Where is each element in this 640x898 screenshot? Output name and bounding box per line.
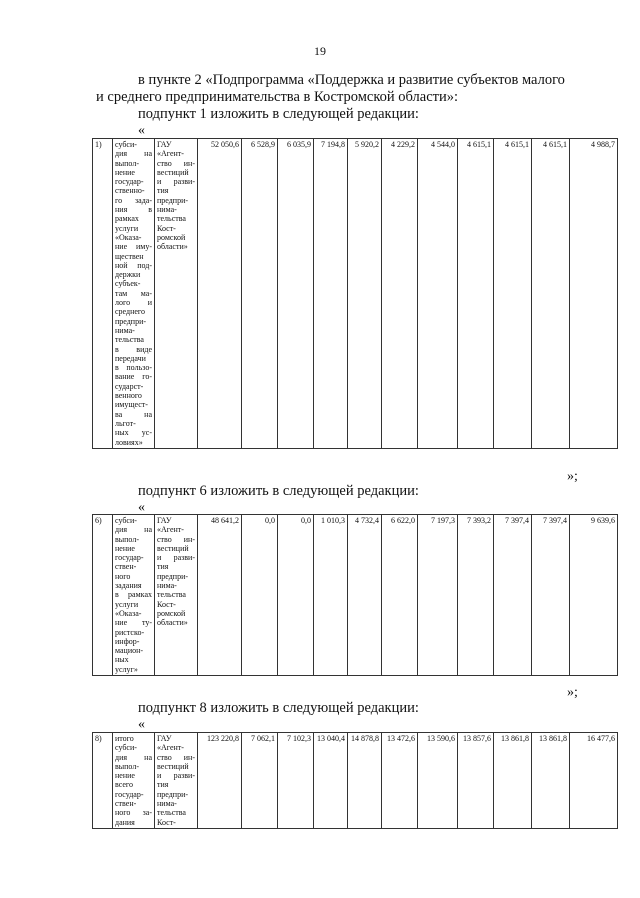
executor-name-line: тия	[157, 186, 169, 196]
funding-value: 0,0	[278, 515, 314, 676]
expense-name-line: нение	[115, 771, 135, 781]
executor-name-line: предпри-	[157, 789, 189, 799]
funding-value: 13 590,6	[418, 733, 458, 829]
expense-name-line: задания	[115, 581, 142, 591]
expense-name-line: там ма-	[115, 288, 152, 298]
expense-name-line: ние ту-	[115, 618, 152, 628]
executor-name-line: тельства	[157, 214, 186, 224]
expense-name-line: субси-	[115, 516, 137, 525]
expense-name-line: ного за-	[115, 808, 152, 818]
executor-name-line: и разви-	[157, 771, 195, 781]
expense-name-line: инфор-	[115, 636, 140, 646]
funding-value: 7 197,3	[418, 515, 458, 676]
funding-value: 123 220,8	[198, 733, 242, 829]
funding-value: 7 397,4	[494, 515, 532, 676]
funding-value: 0,0	[242, 515, 278, 676]
expense-name-line: держки	[115, 270, 141, 280]
executor-name-line: тия	[157, 780, 169, 790]
executor-name-line: нима-	[157, 205, 177, 215]
expense-name-line: ществен	[115, 251, 144, 261]
expense-name-line: ловиях»	[115, 437, 143, 447]
expense-name-line: ствен-	[115, 562, 137, 572]
expense-name-line: всего	[115, 780, 134, 790]
executor-name	[155, 733, 198, 829]
executor-name-line: предпри-	[157, 571, 189, 581]
executor-name-line: «Агент-	[157, 149, 184, 159]
expense-name-line: дания	[115, 817, 135, 827]
funding-value: 6 528,9	[242, 139, 278, 449]
funding-value: 6 035,9	[278, 139, 314, 449]
expense-name-line: среднего	[115, 307, 145, 317]
expense-name-line: субси-	[115, 140, 137, 149]
funding-value: 4 615,1	[458, 139, 494, 449]
funding-value: 4 615,1	[532, 139, 570, 449]
expense-name-line: итого	[115, 734, 134, 743]
executor-name-line: ство ин-	[157, 752, 195, 762]
funding-value: 48 641,2	[198, 515, 242, 676]
expense-name-line: ва на	[115, 409, 152, 419]
section-heading-2: подпункт 6 изложить в следующей редакции:	[138, 483, 419, 499]
intro-line-2: и среднего предпринимательства в Костромской области»:	[96, 89, 459, 105]
expense-name-line: сударст-	[115, 381, 144, 391]
budget-table-2	[92, 514, 618, 676]
executor-name-line: вестиций	[157, 761, 189, 771]
executor-name-line: ромской	[157, 608, 186, 618]
expense-name-line: ственно-	[115, 186, 145, 196]
expense-name-line: го зада-	[115, 195, 152, 205]
expense-name-line: ного	[115, 571, 131, 581]
executor-name	[155, 139, 198, 449]
funding-value: 6 622,0	[382, 515, 418, 676]
executor-name	[155, 515, 198, 676]
table-row	[93, 733, 618, 829]
funding-value: 4 615,1	[494, 139, 532, 449]
funding-value: 7 393,2	[458, 515, 494, 676]
open-quote-1: «	[138, 123, 145, 138]
expense-name-line: тельства	[115, 335, 144, 345]
expense-name-line: услуги	[115, 599, 139, 609]
expense-name-line: государ-	[115, 553, 144, 563]
expense-name-line: выпол-	[115, 761, 139, 771]
executor-name-line: нима-	[157, 799, 177, 809]
executor-name-line: ромской	[157, 232, 186, 242]
expense-name	[113, 139, 155, 449]
expense-name-line: нима-	[115, 325, 135, 335]
expense-name-line: дия на	[115, 752, 152, 762]
executor-name-line: тельства	[157, 808, 186, 818]
expense-name-line: ние иму-	[115, 242, 152, 252]
funding-value: 16 477,6	[570, 733, 618, 829]
expense-name-line: мацион-	[115, 646, 144, 656]
executor-name-line: ГАУ	[157, 516, 172, 525]
expense-name-line: ния в	[115, 205, 152, 215]
funding-value: 4 544,0	[418, 139, 458, 449]
funding-value: 13 472,6	[382, 733, 418, 829]
executor-name-line: вестиций	[157, 543, 189, 553]
budget-table-1	[92, 138, 618, 449]
expense-name-line: субси-	[115, 743, 137, 753]
funding-value: 7 194,8	[314, 139, 348, 449]
row-number: 8)	[93, 733, 113, 829]
expense-name-line: дия на	[115, 525, 152, 535]
expense-name-line: дия на	[115, 149, 152, 159]
funding-value: 7 102,3	[278, 733, 314, 829]
expense-name-line: государ-	[115, 177, 144, 187]
executor-name-line: области»	[157, 242, 188, 252]
executor-name-line: ство ин-	[157, 158, 195, 168]
expense-name-line: нение	[115, 543, 135, 553]
executor-name-line: вестиций	[157, 167, 189, 177]
table-row	[93, 139, 618, 449]
expense-name-line: субъек-	[115, 279, 141, 289]
executor-name-line: «Агент-	[157, 743, 184, 753]
executor-name-line: Кост-	[157, 817, 176, 827]
executor-name-line: области»	[157, 618, 188, 628]
executor-name-line: ГАУ	[157, 140, 172, 149]
funding-value: 52 050,6	[198, 139, 242, 449]
expense-name-line: выпол-	[115, 534, 139, 544]
expense-name-line: льгот-	[115, 418, 136, 428]
expense-name-line: ствен-	[115, 799, 137, 809]
executor-name-line: и разви-	[157, 553, 195, 563]
executor-name-line: предпри-	[157, 195, 189, 205]
expense-name-line: в виде	[115, 344, 152, 354]
expense-name-line: венного	[115, 391, 142, 401]
open-quote-3: «	[138, 717, 145, 732]
funding-value: 13 861,8	[494, 733, 532, 829]
executor-name-line: Кост-	[157, 223, 176, 233]
funding-value: 4 229,2	[382, 139, 418, 449]
expense-name-line: лого и	[115, 298, 152, 308]
expense-name-line: государ-	[115, 789, 144, 799]
executor-name-line: ГАУ	[157, 734, 172, 743]
executor-name-line: Кост-	[157, 599, 176, 609]
funding-value: 7 397,4	[532, 515, 570, 676]
expense-name-line: «Оказа-	[115, 608, 142, 618]
funding-value: 1 010,3	[314, 515, 348, 676]
expense-name-line: имущест-	[115, 400, 148, 410]
executor-name-line: «Агент-	[157, 525, 184, 535]
table-row	[93, 515, 618, 676]
funding-value: 4 732,4	[348, 515, 382, 676]
expense-name-line: ных ус-	[115, 428, 152, 438]
funding-value: 14 878,8	[348, 733, 382, 829]
expense-name-line: передачи	[115, 353, 146, 363]
expense-name-line: ной под-	[115, 260, 152, 270]
intro-line-1: в пункте 2 «Подпрограмма «Поддержка и развитие субъектов малого	[138, 72, 565, 88]
expense-name-line: предпри-	[115, 316, 147, 326]
executor-name-line: ство ин-	[157, 534, 195, 544]
page-number: 19	[314, 44, 326, 58]
expense-name-line: «Оказа-	[115, 232, 142, 242]
expense-name-line: нение	[115, 167, 135, 177]
expense-name-line: ных	[115, 655, 129, 665]
expense-name-line: выпол-	[115, 158, 139, 168]
funding-value: 7 062,1	[242, 733, 278, 829]
expense-name-line: ристско-	[115, 627, 145, 637]
section-heading-1: подпункт 1 изложить в следующей редакции:	[138, 106, 419, 122]
close-quote-2: »;	[567, 685, 578, 700]
expense-name-line: услуг»	[115, 664, 138, 674]
executor-name-line: и разви-	[157, 177, 195, 187]
expense-name-line: услуги	[115, 223, 139, 233]
expense-name-line: вание го-	[115, 372, 152, 382]
budget-table-3	[92, 732, 618, 829]
expense-name	[113, 515, 155, 676]
executor-name-line: тельства	[157, 590, 186, 600]
funding-value: 13 040,4	[314, 733, 348, 829]
row-number: 6)	[93, 515, 113, 676]
row-number: 1)	[93, 139, 113, 449]
funding-value: 13 861,8	[532, 733, 570, 829]
open-quote-2: «	[138, 500, 145, 515]
executor-name-line: нима-	[157, 581, 177, 591]
expense-name	[113, 733, 155, 829]
executor-name-line: тия	[157, 562, 169, 572]
funding-value: 4 988,7	[570, 139, 618, 449]
expense-name-line: рамках	[115, 214, 139, 224]
funding-value: 9 639,6	[570, 515, 618, 676]
funding-value: 13 857,6	[458, 733, 494, 829]
close-quote-1: »;	[567, 469, 578, 484]
section-heading-3: подпункт 8 изложить в следующей редакции:	[138, 700, 419, 716]
expense-name-line: в пользо-	[115, 363, 152, 373]
funding-value: 5 920,2	[348, 139, 382, 449]
expense-name-line: в рамках	[115, 590, 152, 600]
